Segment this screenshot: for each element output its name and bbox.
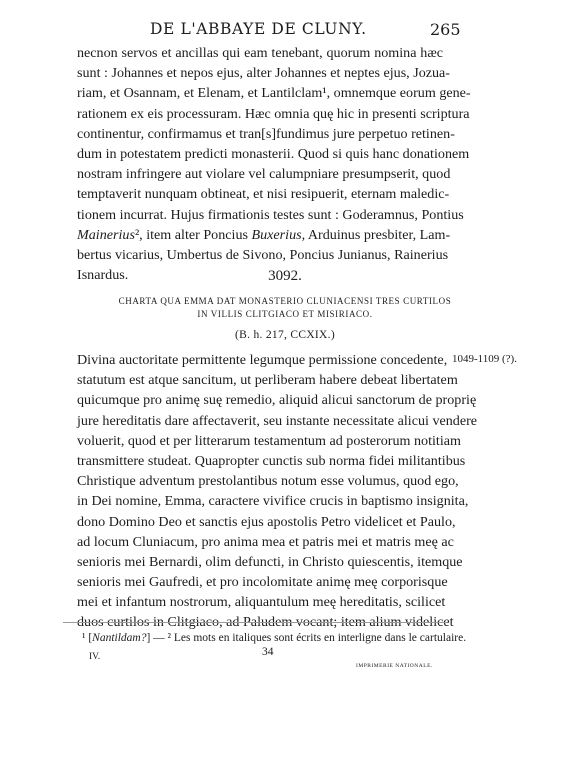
text-line: necnon servos et ancillas qui eam tenebant, quorum nomina hæc	[77, 45, 443, 61]
text-line: tionem incurrat. Hujus firmationis testes sunt : Goderamnus, Pontius	[77, 206, 464, 223]
text-line: statutum est atque sancitum, ut perliberam habere debeat libertatem	[77, 372, 458, 389]
footnote-text: ] — ² Les mots en italiques sont écrits en interligne dans le cartulaire.	[146, 632, 467, 644]
document-title-line: CHARTA QUA EMMA DAT MONASTERIO CLUNIACENSI TRES CURTILOS	[118, 296, 452, 306]
text-line: quicumque pro animę suę remedio, aliquid alicui sanctorum de proprię	[77, 392, 477, 409]
text-line: senioris mei Bernardi, olim defuncti, in Christo quiescentis, itemque	[77, 553, 463, 570]
text-line: rationem ex eis processuram. Hæc omnia quę hic in presenti scriptura	[77, 105, 470, 122]
text-segment: ², item alter Poncius	[134, 226, 252, 243]
document-title-line: IN VILLIS CLITGIACO ET MISIRIACO.	[197, 309, 373, 319]
text-line: riam, et Osannam, et Elenam, et Lantilclam¹, omnemque eorum gene-	[77, 85, 471, 102]
footnote-name: Nantildam?	[92, 632, 147, 644]
document-reference: (B. h. 217, CCXIX.)	[235, 329, 335, 341]
text-line: temptaverit nunquam obtineat, et nisi resipuerit, eternam maledic-	[77, 186, 450, 203]
text-line: in Dei nomine, Emma, caractere vivifice crucis in baptismo insignita,	[77, 493, 469, 510]
text-line: senioris mei Gaufredi, et pro incolomitate animę meę corporisque	[77, 574, 448, 591]
text-line: dum in potestatem predicti monasterii. Quod si quis hanc donationem	[77, 145, 470, 162]
footnote-rule	[63, 622, 447, 623]
page-number: 265	[430, 20, 461, 39]
text-line: ad locum Cluniacum, pro anima mea et patris mei et matris meę ac	[77, 533, 454, 550]
text-line: Christique adventum prestolantibus notum esse volumus, quod ego,	[77, 473, 459, 490]
text-line: Isnardus.	[77, 267, 129, 284]
text-segment: Mainerius	[77, 226, 135, 243]
text-line: Divina auctoritate permittente legumque permissione concedente,	[77, 352, 448, 368]
charter-text	[77, 350, 478, 633]
text-line: dono Domino Deo et sanctis ejus apostolis Petro videlicet et Paulo,	[77, 513, 456, 530]
printer-mark: IMPRIMERIE NATIONALE.	[356, 663, 433, 669]
document-number: 3092.	[268, 268, 302, 284]
text-line: bertus vicarius, Umbertus de Sivono, Poncius Junianus, Rainerius	[77, 246, 449, 263]
continued-charter-text	[77, 43, 471, 285]
text-line: continentur, confirmamus et tran[s]fundimus jure perpetuo retinen-	[77, 125, 455, 142]
text-line: transmittere studeat. Quapropter cunctis sub norma fidei militantibus	[77, 452, 466, 469]
text-line: jure hereditatis dare affectaverit, seu instante necessitate alicui vendere	[77, 412, 478, 429]
margin-date: 1049-1109 (?).	[452, 353, 517, 365]
text-line: sunt : Johannes et nepos ejus, alter Johannes et neptes ejus, Jozua-	[77, 65, 451, 82]
text-line: voluerit, quod et per litterarum testamentum ad posterorum notitiam	[77, 432, 461, 449]
sheet-signature: 34	[262, 646, 274, 658]
running-title: DE L'ABBAYE DE CLUNY.	[150, 20, 367, 38]
volume-signature: IV.	[89, 652, 101, 662]
text-segment: Arduinus presbiter, Lam-	[305, 226, 451, 243]
text-segment: Buxerius,	[251, 226, 306, 243]
footnote	[82, 632, 467, 644]
document-title	[0, 295, 570, 321]
text-line	[77, 225, 451, 245]
text-line: mei et infantum nostrorum, aliquantulum meę hereditatis, scilicet	[77, 594, 446, 611]
footnote-mark: ¹ [	[82, 632, 93, 644]
running-header	[0, 20, 570, 42]
text-line: nostram infringere aut violare vel calumpniare presumpserit, quod	[77, 166, 451, 183]
text-line: duos curtilos in Clitgiaco, ad Paludem vocant; item alium videlicet	[77, 614, 454, 631]
